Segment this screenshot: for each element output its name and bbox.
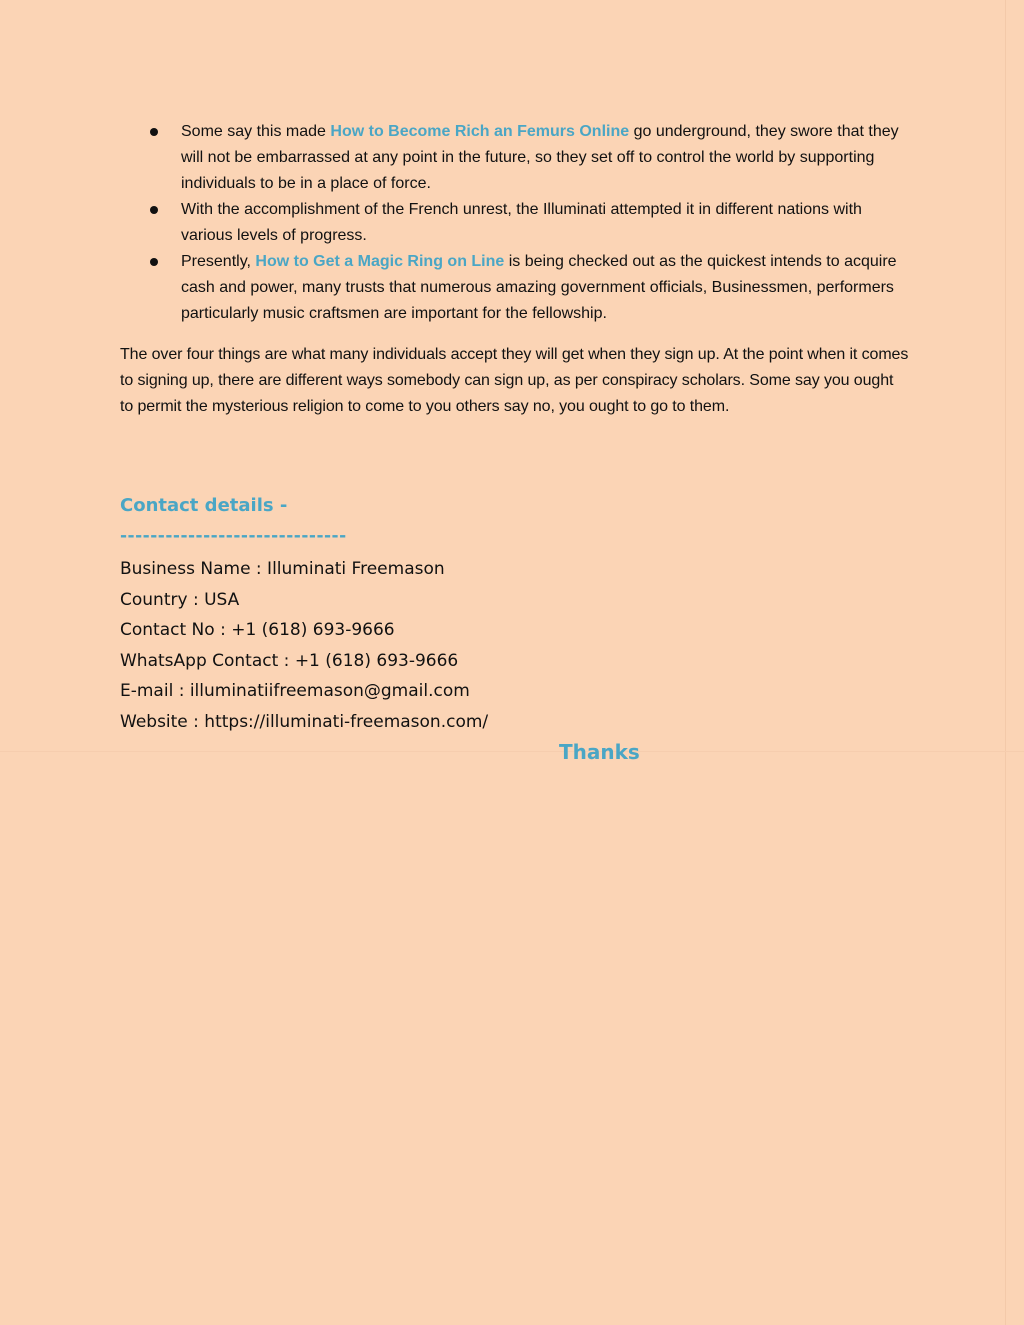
contact-number-line: Contact No : +1 (618) 693-9666: [120, 620, 395, 640]
bullet-text: Some say this made: [181, 123, 331, 140]
bullet-text: Presently,: [181, 253, 256, 270]
website-line: Website : https://illuminati-freemason.com/: [120, 711, 489, 732]
bullet-list: [120, 119, 910, 327]
bullet-text: With the accomplishment of the French unrest, the Illuminati attempted it in different nations with various levels of progress.: [181, 201, 862, 244]
magic-ring-link[interactable]: How to Get a Magic Ring on Line: [255, 253, 505, 270]
whatsapp-line: WhatsApp Contact : +1 (618) 693-9666: [120, 650, 459, 671]
bullet-icon: [150, 206, 158, 214]
bullet-text: is being checked out as the quickest intends to acquire cash and power, many trusts that numerous amazing government officials, Businessmen, performers particularly music craftsmen are important for the fellowship.: [181, 253, 897, 322]
bullet-icon: [150, 258, 158, 266]
page-divider: [0, 751, 1024, 752]
list-item: [120, 119, 910, 197]
country-line: Country : USA: [120, 589, 240, 610]
contact-separator: ------------------------------: [120, 526, 347, 546]
list-item: [120, 249, 910, 327]
bullet-text: go underground, they swore that they will not be embarrassed at any point in the future, so they set off to control the world by supporting individuals to be in a place of force.: [181, 123, 899, 192]
contact-details: [120, 556, 488, 739]
list-item: [120, 197, 910, 249]
business-name-line: Business Name : Illuminati Freemason: [120, 559, 445, 579]
thanks-text: Thanks: [559, 740, 640, 764]
body-paragraph: The over four things are what many individuals accept they will get when they sign up. At the point when it comes to signing up, there are different ways somebody can sign up, as per conspiracy scholars. Some say you ought to permit the mysterious religion to come to you others say no, you ought to go to them.: [120, 346, 909, 415]
bullet-icon: [150, 128, 158, 136]
contact-heading: Contact details -: [120, 495, 288, 516]
email-line: E-mail : illuminatiifreemason@gmail.com: [120, 681, 470, 701]
page-edge: [1005, 0, 1006, 1325]
rich-online-link[interactable]: How to Become Rich an Femurs Online: [330, 123, 630, 140]
document-body: [120, 119, 910, 420]
